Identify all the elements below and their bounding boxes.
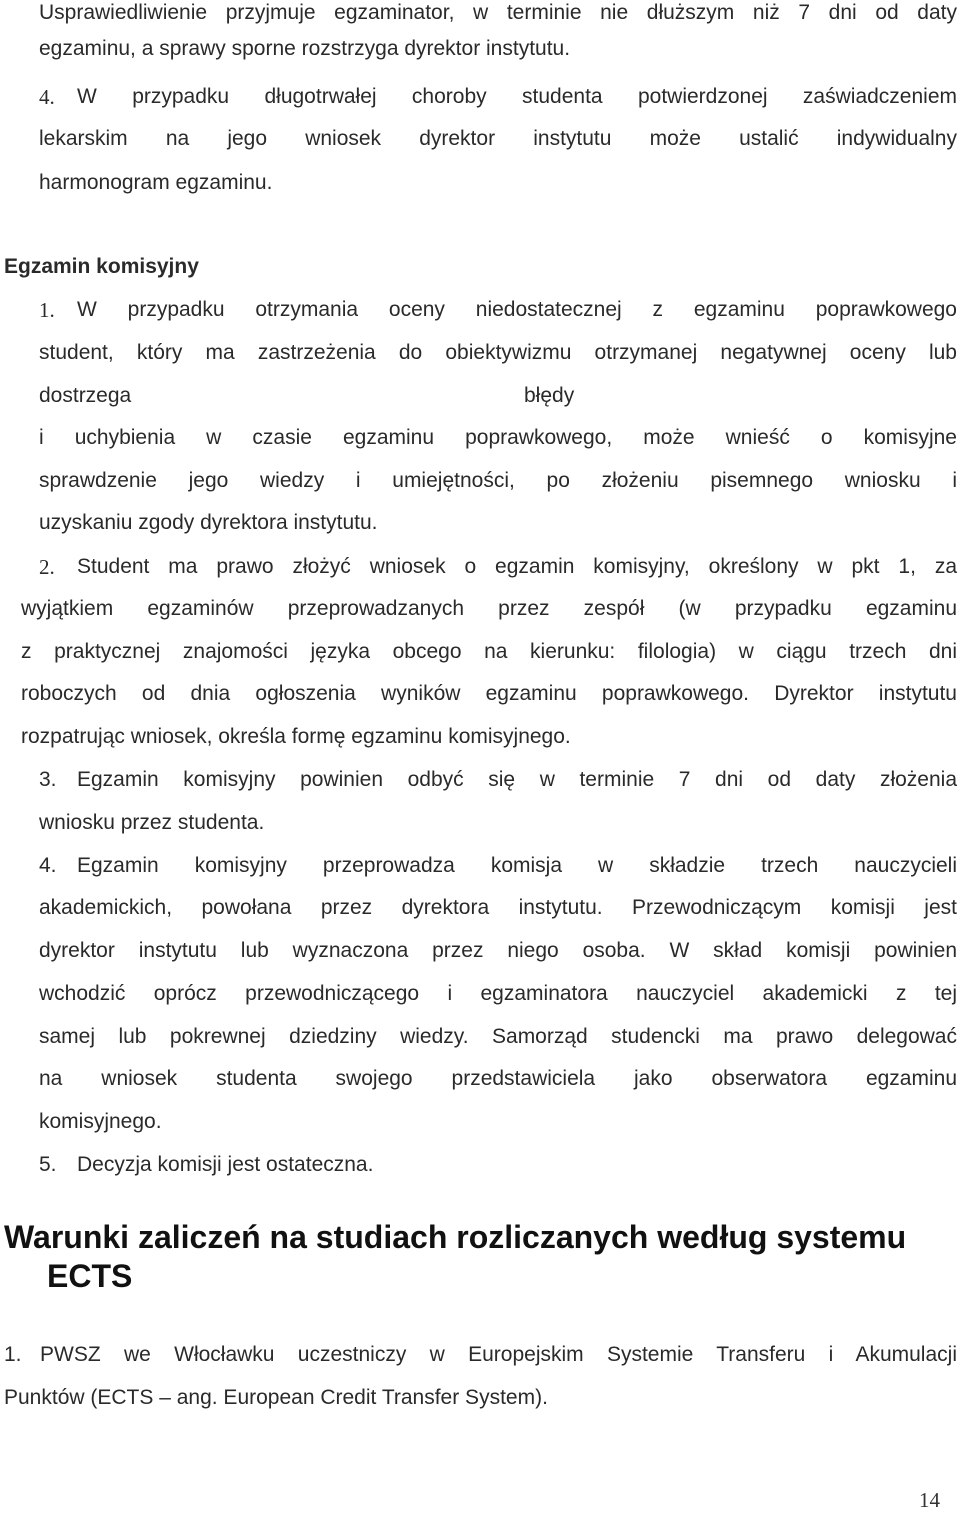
section-title: Warunki zaliczeń na studiach rozliczanych według systemu xyxy=(4,1219,907,1255)
text-line: Decyzja komisji jest ostateczna. xyxy=(77,1153,374,1176)
text-line: akademickich, powołana przez dyrektora instytutu. Przewodniczącym komisji jest xyxy=(39,896,957,919)
text-line: PWSZ we Włocławku uczestniczy w Europejskim Systemie Transferu i Akumulacji xyxy=(40,1343,957,1366)
text-line: lekarskim na jego wniosek dyrektor instytutu może ustalić indywidualny xyxy=(39,127,957,150)
text-line: Usprawiedliwienie przyjmuje egzaminator, w terminie nie dłuższym niż 7 dni od daty xyxy=(39,1,957,24)
text-line: dostrzega xyxy=(39,384,132,407)
text-line: sprawdzenie jego wiedzy i umiejętności, po złożeniu pisemnego wniosku i xyxy=(39,469,957,492)
text-line: rozpatrując wniosek, określa formę egzaminu komisyjnego. xyxy=(21,725,571,748)
list-number: 2. xyxy=(39,555,55,579)
text-line: wyjątkiem egzaminów przeprowadzanych przez zespół (w przypadku egzaminu xyxy=(21,597,957,620)
text-line: samej lub pokrewnej dziedziny wiedzy. Samorząd studencki ma prawo delegować xyxy=(39,1025,957,1048)
text-line: W przypadku długotrwałej choroby studenta potwierdzonej zaświadczeniem xyxy=(77,85,957,108)
page-number: 14 xyxy=(919,1488,940,1512)
list-number: 5. xyxy=(39,1153,57,1176)
section-heading: Egzamin komisyjny xyxy=(4,255,199,278)
text-line: uzyskaniu zgody dyrektora instytutu. xyxy=(39,511,378,534)
text-line: błędy xyxy=(524,384,575,407)
list-number: 1. xyxy=(39,298,55,322)
text-line: Student ma prawo złożyć wniosek o egzamin komisyjny, określony w pkt 1, za xyxy=(77,555,957,578)
text-line: student, który ma zastrzeżenia do obiektywizmu otrzymanej negatywnej oceny lub xyxy=(39,341,957,364)
text-line: roboczych od dnia ogłoszenia wyników egzaminu poprawkowego. Dyrektor instytutu xyxy=(21,682,957,705)
text-line: harmonogram egzaminu. xyxy=(39,171,273,194)
list-number: 4. xyxy=(39,85,55,109)
text-line: dyrektor instytutu lub wyznaczona przez niego osoba. W skład komisji powinien xyxy=(39,939,957,962)
text-line: wchodzić oprócz przewodniczącego i egzaminatora nauczyciel akademicki z tej xyxy=(39,982,957,1005)
text-line: wniosku przez studenta. xyxy=(39,811,265,834)
list-number: 1. xyxy=(4,1343,22,1366)
text-line: na wniosek studenta swojego przedstawiciela jako obserwatora egzaminu xyxy=(39,1067,957,1090)
text-line: komisyjnego. xyxy=(39,1110,162,1133)
text-line: Punktów (ECTS – ang. European Credit Transfer System). xyxy=(4,1386,548,1409)
section-title: ECTS xyxy=(47,1258,133,1294)
list-number: 3. xyxy=(39,768,57,791)
text-line: i uchybienia w czasie egzaminu poprawkowego, może wnieść o komisyjne xyxy=(39,426,957,449)
text-line: egzaminu, a sprawy sporne rozstrzyga dyrektor instytutu. xyxy=(39,37,571,60)
text-line: Egzamin komisyjny przeprowadza komisja w składzie trzech nauczycieli xyxy=(77,854,957,877)
list-number: 4. xyxy=(39,854,57,877)
text-line: W przypadku otrzymania oceny niedostatecznej z egzaminu poprawkowego xyxy=(77,298,957,321)
text-line: Egzamin komisyjny powinien odbyć się w terminie 7 dni od daty złożenia xyxy=(77,768,957,791)
text-line: z praktycznej znajomości języka obcego na kierunku: filologia) w ciągu trzech dni xyxy=(21,640,957,663)
